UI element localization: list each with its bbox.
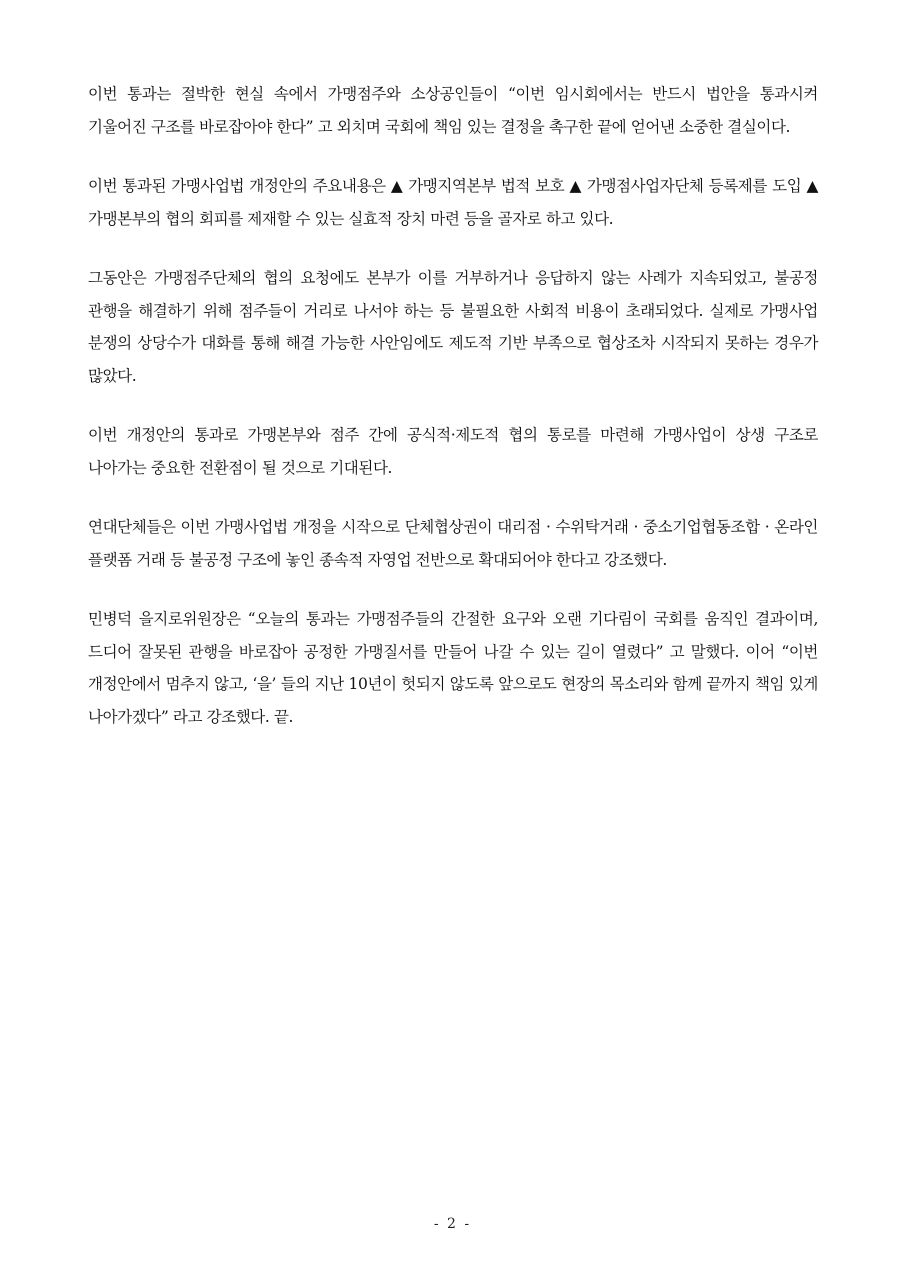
paragraph-amendment-contents: 이번 통과된 가맹사업법 개정안의 주요내용은 ▲ 가맹지역본부 법적 보호 ▲ 가맹점사업자단체 등록제를 도입 ▲ 가맹본부의 협의 회피를 제재할 수 있는 실효적 장치 마련 등을 골자로 하고 있다. xyxy=(88,177,818,228)
paragraph-solidarity-groups: 연대단체들은 이번 가맹사업법 개정을 시작으로 단체협상권이 대리점 · 수위탁거래 · 중소기업협동조합 · 온라인 플랫폼 거래 등 불공정 구조에 놓인 종속적 자영업 전반으로 확대되어야 한다고 강조했다. xyxy=(88,518,818,569)
paragraph-past-problems: 그동안은 가맹점주단체의 협의 요청에도 본부가 이를 거부하거나 응답하지 않는 사례가 지속되었고, 불공정 관행을 해결하기 위해 점주들이 거리로 나서야 하는 등 불필요한 사회적 비용이 초래되었다. 실제로 가맹사업 분쟁의 상당수가 대화를 통해 해결 가능한 사안임에도 제도적 기반 부족으로 협상조차 시작되지 못하는 경우가 많았다. xyxy=(88,269,818,385)
paragraph-expectation: 이번 개정안의 통과로 가맹본부와 점주 간에 공식적·제도적 협의 통로를 마련해 가맹사업이 상생 구조로 나아가는 중요한 전환점이 될 것으로 기대된다. xyxy=(88,426,818,477)
paragraph-passage-result: 이번 통과는 절박한 현실 속에서 가맹점주와 소상공인들이 “이번 임시회에서는 반드시 법안을 통과시켜 기울어진 구조를 바로잡아야 한다” 고 외치며 국회에 책임 있는 결정을 촉구한 끝에 얻어낸 소중한 결실이다. xyxy=(88,85,818,136)
page-number: - 2 - xyxy=(433,1216,472,1232)
document-body xyxy=(88,78,818,760)
paragraph-chairman-quote: 민병덕 을지로위원장은 “오늘의 통과는 가맹점주들의 간절한 요구와 오랜 기다림이 국회를 움직인 결과이며, 드디어 잘못된 관행을 바로잡아 공정한 가맹질서를 만들어 나갈 수 있는 길이 열렸다” 고 말했다. 이어 “이번 개정안에서 멈추지 않고, ‘을’ 들의 지난 10년이 헛되지 않도록 앞으로도 현장의 목소리와 함께 끝까지 책임 있게 나아가겠다” 라고 강조했다. 끝. xyxy=(88,610,818,726)
